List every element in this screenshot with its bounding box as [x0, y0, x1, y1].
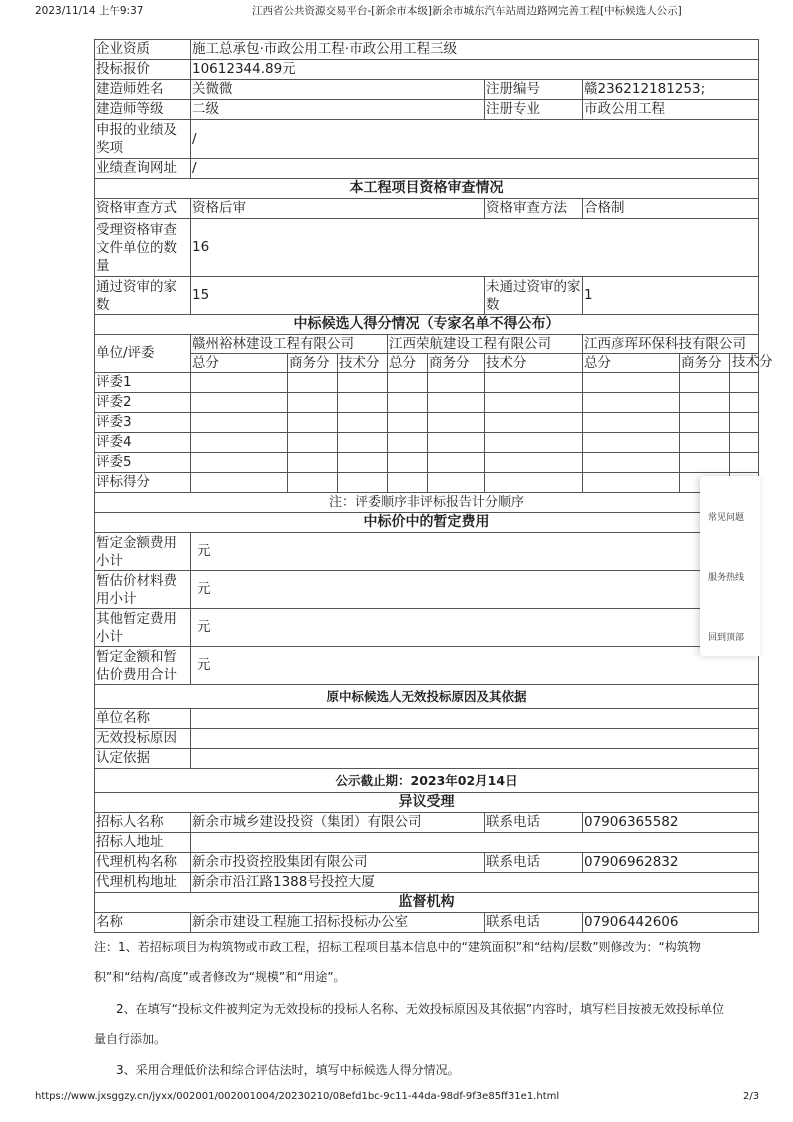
review-passed-label: 通过资审的家数 — [95, 277, 191, 315]
c3-tech-header: 技术分 — [732, 354, 773, 370]
faq-link[interactable]: 常见问题 — [708, 513, 745, 523]
review-passed-value: 15 — [191, 277, 485, 315]
qual-label: 企业资质 — [95, 40, 191, 60]
note-1-line-1: 注：1、若招标项目为构筑物或市政工程，招标工程项目基本信息中的“建筑面积”和“结构/层数”则修改为：“构筑物 — [94, 940, 701, 954]
company-3: 江西彦珲环保科技有限公司 — [583, 335, 759, 354]
supervision-phone: 07906442606 — [583, 913, 759, 933]
tenderer-phone-label: 联系电话 — [485, 813, 583, 833]
note-2-line-1: 2、在填写“投标文件被判定为无效投标的投标人名称、无效投标原因及其依据”内容时，填写栏目按被无效投标单位 — [116, 1002, 725, 1016]
company-2: 江西荣航建设工程有限公司 — [388, 335, 583, 354]
tenderer-value: 新余市城乡建设投资（集团）有限公司 — [191, 813, 485, 833]
review-failed-label: 未通过资审的家数 — [486, 278, 581, 313]
score-row-total — [95, 473, 759, 493]
score-note: 注：评委顺序非评标报告计分顺序 — [95, 493, 759, 513]
c2-tech-header: 技术分 — [485, 354, 583, 373]
builder-name-value: 关微微 — [191, 80, 485, 100]
c3-business-header-text: 商务分 — [681, 354, 722, 371]
agent-phone-label: 联系电话 — [485, 853, 583, 873]
provisional-label-1: 暂定金额费用小计 — [95, 533, 191, 571]
objection-title: 异议受理 — [95, 793, 759, 813]
bid-info-table — [94, 39, 773, 933]
deadline: 公示截止期：2023年02月14日 — [95, 769, 759, 793]
c1-tech-header: 技术分 — [338, 354, 388, 373]
c2-total-header: 总分 — [388, 354, 428, 373]
print-datetime: 2023/11/14 上午9:37 — [35, 5, 144, 17]
judge-5-label: 评委5 — [95, 453, 191, 473]
review-method-value: 资格后审 — [191, 199, 485, 219]
builder-name-label: 建造师姓名 — [95, 80, 191, 100]
invalid-reason-label: 无效投标原因 — [95, 729, 191, 749]
provisional-title: 中标价中的暂定费用 — [95, 513, 759, 533]
c3-business-header — [680, 354, 773, 373]
perf-url-label: 业绩查询网址 — [95, 159, 191, 179]
invalid-title: 原中标候选人无效投标原因及其依据 — [95, 685, 759, 709]
review-count-label: 受理资格审查文件单位的数量 — [95, 219, 191, 277]
floating-service-panel — [700, 476, 760, 656]
supervision-phone-label: 联系电话 — [485, 913, 583, 933]
score-row-judge-4 — [95, 433, 759, 453]
judge-2-label: 评委2 — [95, 393, 191, 413]
invalid-basis-label: 认定依据 — [95, 749, 191, 769]
review-method-label: 资格审查方式 — [95, 199, 191, 219]
judge-1-label: 评委1 — [95, 373, 191, 393]
builder-level-label: 建造师等级 — [95, 100, 191, 120]
score-row-judge-3 — [95, 413, 759, 433]
review-failed-value: 1 — [583, 277, 759, 315]
price-label: 投标报价 — [95, 60, 191, 80]
provisional-value-1: 元 — [191, 533, 759, 571]
reg-major-value: 市政公用工程 — [583, 100, 759, 120]
perf-url-value: / — [191, 159, 759, 179]
company-1: 赣州裕林建设工程有限公司 — [191, 335, 388, 354]
supervision-name-label: 名称 — [95, 913, 191, 933]
print-title: 江西省公共资源交易平台-[新余市本级]新余市城东汽车站周边路网完善工程[中标候选人公示] — [252, 5, 682, 17]
c3-total-header — [583, 354, 680, 373]
agent-phone: 07906962832 — [583, 853, 759, 873]
score-row-judge-2 — [95, 393, 759, 413]
provisional-value-2: 元 — [191, 571, 759, 609]
note-1-line-2: 积”和“结构/高度”或者修改为“规模”和“用途”。 — [94, 970, 346, 984]
perf-label: 申报的业绩及奖项 — [95, 120, 191, 159]
builder-level-value: 二级 — [191, 100, 485, 120]
agent-addr-value: 新余市沿江路1388号投控大厦 — [191, 873, 759, 893]
judge-3-label: 评委3 — [95, 413, 191, 433]
reg-no-label: 注册编号 — [485, 80, 583, 100]
provisional-label-3: 其他暂定费用小计 — [95, 609, 191, 647]
supervision-name-value: 新余市建设工程施工招标投标办公室 — [191, 913, 485, 933]
tenderer-addr-value — [191, 833, 759, 853]
review-way-value: 合格制 — [583, 199, 759, 219]
provisional-label-4: 暂定金额和暂估价费用合计 — [95, 647, 191, 685]
c2-business-header: 商务分 — [428, 354, 485, 373]
review-count-value: 16 — [191, 219, 759, 277]
price-value: 10612344.89元 — [191, 60, 759, 80]
judge-4-label: 评委4 — [95, 433, 191, 453]
perf-value: / — [191, 120, 759, 159]
hotline-link[interactable]: 服务热线 — [708, 573, 745, 583]
note-2-line-2: 量自行添加。 — [94, 1032, 167, 1046]
tenderer-addr-label: 招标人地址 — [95, 833, 191, 853]
back-to-top-link[interactable]: 回到顶部 — [708, 633, 745, 643]
c1-total-header: 总分 — [191, 354, 288, 373]
qual-value: 施工总承包·市政公用工程·市政公用工程三级 — [191, 40, 759, 60]
tenderer-phone: 07906365582 — [583, 813, 759, 833]
page-url: https://www.jxsggzy.cn/jyxx/002001/002001004/20230210/08efd1bc-9c11-44da-98df-9f3e85ff31e1.html — [35, 1091, 560, 1102]
qual-review-title: 本工程项目资格审查情况 — [95, 179, 759, 199]
note-3: 3、采用合理低价法和综合评估法时，填写中标候选人得分情况。 — [116, 1063, 460, 1077]
review-way-label: 资格审查方法 — [485, 199, 583, 219]
agent-value: 新余市投资控股集团有限公司 — [191, 853, 485, 873]
c3-total-header-text: 总分 — [584, 354, 611, 371]
scores-title: 中标候选人得分情况（专家名单不得公布） — [95, 315, 759, 335]
unit-judge-label: 单位/评委 — [95, 335, 191, 373]
c3-col-divider-2 — [729, 354, 730, 372]
agent-label: 代理机构名称 — [95, 853, 191, 873]
total-score-label: 评标得分 — [95, 473, 191, 493]
provisional-value-4: 元 — [191, 647, 759, 685]
supervision-title: 监督机构 — [95, 893, 759, 913]
c1-business-header: 商务分 — [288, 354, 338, 373]
provisional-label-2: 暂估价材料费用小计 — [95, 571, 191, 609]
invalid-unit-label: 单位名称 — [95, 709, 191, 729]
page-number: 2/3 — [743, 1091, 760, 1102]
reg-major-label: 注册专业 — [485, 100, 583, 120]
provisional-value-3: 元 — [191, 609, 759, 647]
score-row-judge-5 — [95, 453, 759, 473]
reg-no-value: 赣236212181253; — [583, 80, 759, 100]
score-row-judge-1 — [95, 373, 759, 393]
tenderer-label: 招标人名称 — [95, 813, 191, 833]
agent-addr-label: 代理机构地址 — [95, 873, 191, 893]
